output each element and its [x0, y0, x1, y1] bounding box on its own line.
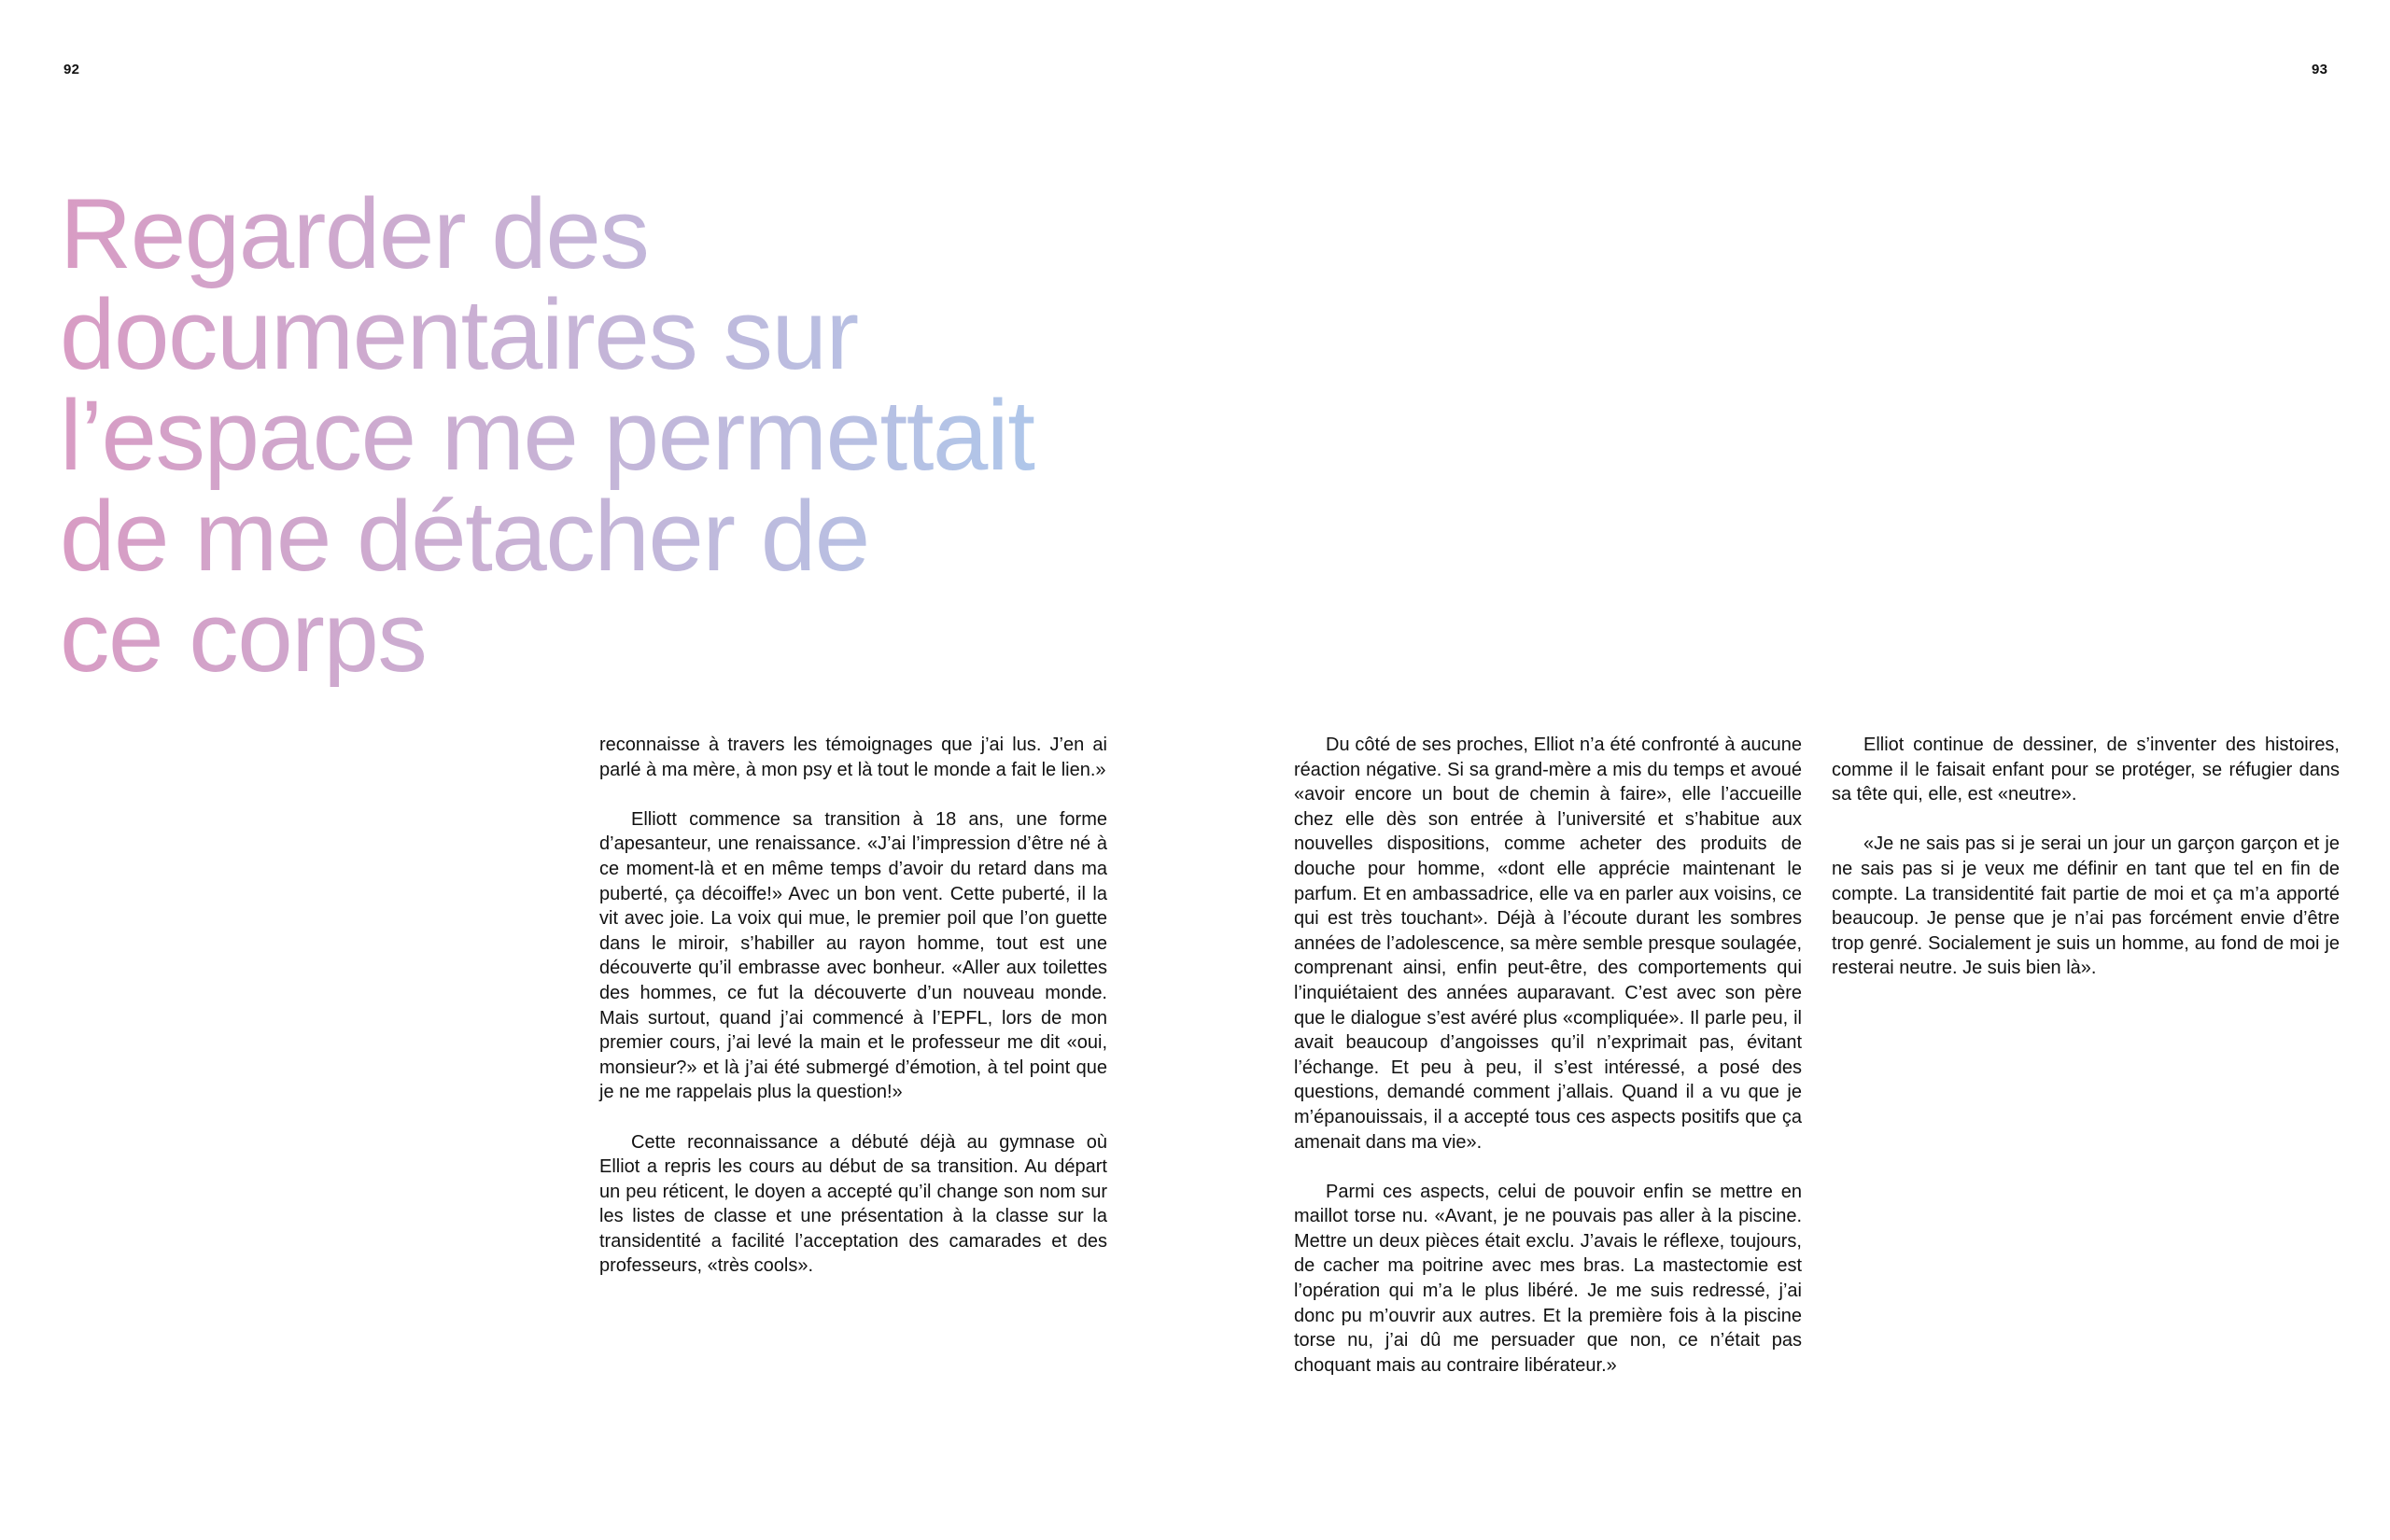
paragraph: reconnaisse à travers les témoignages que j’ai lus. J’en ai parlé à ma mère, à mon psy et là tout le monde a fait le lien.»	[599, 735, 1107, 780]
headline-line: Regarder des	[60, 177, 649, 289]
pull-quote-headline	[60, 177, 1161, 693]
headline-line: documentaires sur	[60, 278, 858, 390]
page-number-right: 93	[2312, 62, 2328, 77]
headline-line: l’espace me permettait	[60, 379, 1034, 491]
page-number-left: 92	[63, 62, 80, 77]
headline-line: de me détacher de	[60, 480, 869, 592]
paragraph: Elliott commence sa transition à 18 ans, une forme d’apesanteur, une renaissance. «J’ai l’impression d’être né à ce moment-là et en même temps d’avoir du retard dans ma puberté, ça décoiffe!» Avec un bon vent. Cette puberté, il la vit avec joie. La voix qui mue, le premier poil que l’on guette dans le miroir, s’habiller au rayon homme, tout est une découverte qu’il embrasse avec bonheur. «Aller aux toilettes des hommes, ce fut la découverte d’un nouveau monde. Mais surtout, quand j’ai commencé à l’EPFL, lors de mon premier cours, j’ai levé la main et le professeur me dit «oui, monsieur?» et là j’ai été submergé d’émotion, à tel point que je ne me rappelais plus la question!»	[599, 808, 1107, 1103]
paragraph: Elliot continue de dessiner, de s’inventer des histoires, comme il le faisait enfant pour se protéger, se réfugier dans sa tête qui, elle, est «neutre».	[1832, 735, 2340, 805]
paragraph: Cette reconnaissance a débuté déjà au gymnase où Elliot a repris les cours au début de sa transition. Au départ un peu réticent, le doyen a accepté qu’il change son nom sur les listes de classe et une présentation à la classe sur la transidentité a facilité l’acceptation des camarades et des professeurs, «très cools».	[599, 1131, 1107, 1277]
paragraph: Du côté de ses proches, Elliot n’a été confronté à aucune réaction négative. Si sa grand-mère a mis du temps et avoué «avoir encore un bout de chemin à faire», elle l’accueille chez elle dès son entrée à l’université et s’habitue aux nouvelles dispositions, comme acheter des produits de douche pour homme, «dont elle apprécie maintenant le parfum. Et en ambassadrice, elle va en parler aux voisins, ce qui est très touchant». Déjà à l’écoute durant les sombres années de l’adolescence, sa mère semble presque soulagée, comprenant ainsi, enfin peut-être, des comportements qui l’inquiétaient des années auparavant. C’est avec son père que le dialogue s’est avéré plus «compliquée». Il parle peu, il avait beaucoup d’angoisses qu’il n’exprimait pas, évitant l’échange. Et peu à peu, il s’est intéressé, a posé des questions, demandé comment j’allais. Quand il a vu que je m’épanouissais, il a accepté tous ces aspects positifs que ça amenait dans ma vie».	[1294, 735, 1802, 1153]
text-column-1	[599, 733, 1107, 1304]
paragraph: Parmi ces aspects, celui de pouvoir enfin se mettre en maillot torse nu. «Avant, je ne pouvais pas aller à la piscine. Mettre un deux pièces était exclu. J’avais le réflexe, toujours, de cacher ma poitrine avec mes bras. La mastectomie est l’opération qui m’a le plus libéré. Je me suis redressé, j’ai donc pu m’ouvrir aux autres. Et la première fois à la piscine torse nu, j’ai dû me persuader que non, ce n’était pas choquant mais au contraire libérateur.»	[1294, 1181, 1802, 1376]
headline-line: ce corps	[60, 581, 427, 693]
paragraph: «Je ne sais pas si je serai un jour un garçon garçon et je ne sais pas si je veux me définir en tant que tel en fin de compte. La transidentité fait partie de moi et ça m’a apporté beaucoup. Je pense que je n’ai pas forcément envie d’être trop genré. Socialement je suis un homme, au fond de moi je resterai neutre. Je suis bien là».	[1832, 833, 2340, 979]
text-column-2	[1294, 733, 1802, 1403]
text-column-3	[1832, 733, 2340, 1006]
